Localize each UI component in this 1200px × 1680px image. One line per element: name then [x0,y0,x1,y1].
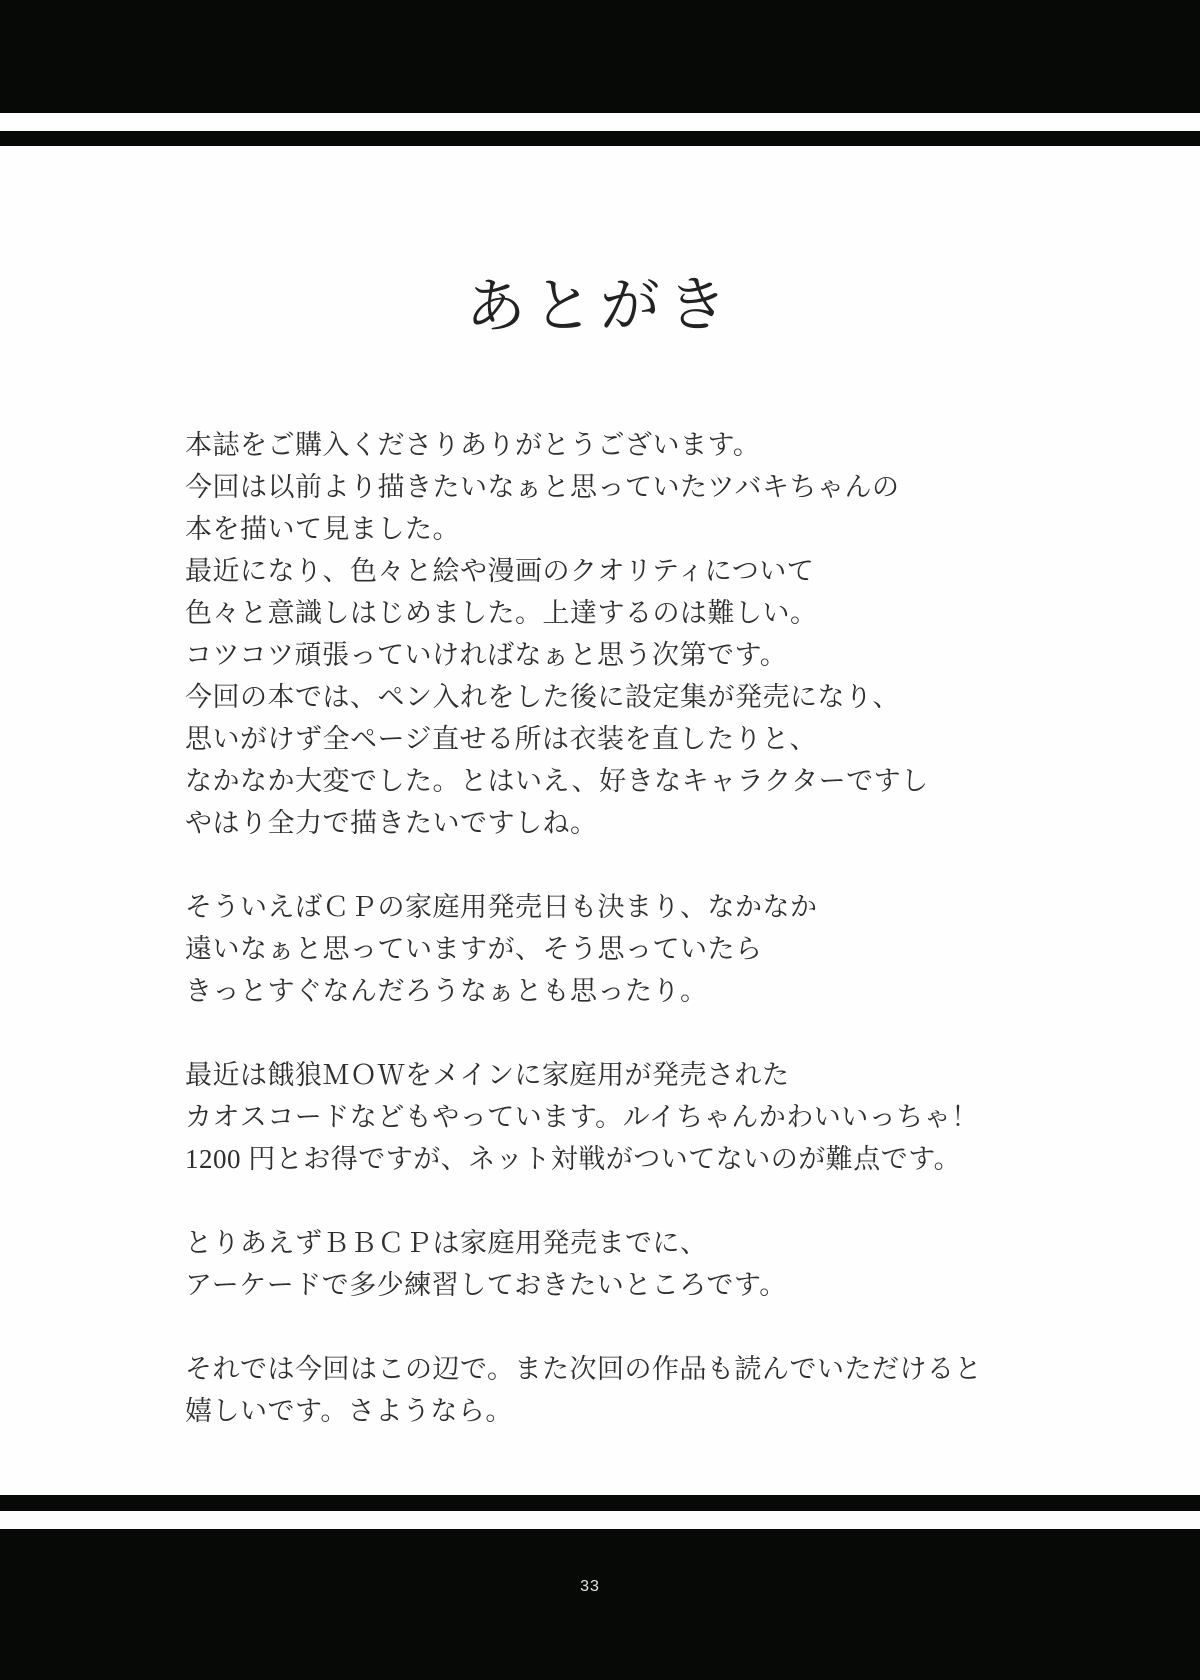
afterword-line: コツコツ頑張っていければなぁと思う次第です。 [185,640,788,670]
afterword-line: そういえばＣＰの家庭用発売日も決まり、なかなか [185,892,818,922]
afterword-line: やはり全力で描きたいですしね。 [185,808,598,838]
afterword-line: 最近は餓狼ＭＯＷをメインに家庭用が発売された [185,1060,790,1090]
page-number: 33 [580,1578,600,1595]
afterword-line: それでは今回はこの辺で。また次回の作品も読んでいただけると [185,1354,982,1384]
afterword-line: 1200 円とお得ですが、ネット対戦がついてないのが難点です。 [185,1144,962,1174]
afterword-line: なかなか大変でした。とはいえ、好きなキャラクターですし [185,766,929,796]
afterword-line: アーケードで多少練習しておきたいところです。 [185,1270,787,1300]
afterword-line: 今回の本では、ペン入れをした後に設定集が発売になり、 [185,682,900,712]
afterword-line: 本を描いて見ました。 [185,514,460,544]
afterword-line: 最近になり、色々と絵や漫画のクオリティについて [185,556,815,586]
afterword-line: 思いがけず全ページ直せる所は衣装を直したりと、 [185,724,817,754]
afterword-paragraph [185,1348,1145,1432]
bottom-black-band [0,1529,1200,1680]
top-divider-bar [0,131,1200,146]
afterword-line: 今回は以前より描きたいなぁと思っていたツバキちゃんの [185,472,900,502]
afterword-line: 本誌をご購入くださりありがとうございます。 [185,430,761,460]
afterword-line: 遠いなぁと思っていますが、そう思っていたら [185,934,763,964]
afterword-line: とりあえずＢＢＣＰは家庭用発売までに、 [185,1228,708,1258]
afterword-line: カオスコードなどもやっています。ルイちゃんかわいいっちゃ！ [185,1102,979,1132]
afterword-body [185,424,1145,1474]
afterword-paragraph [185,1054,1145,1180]
afterword-paragraph [185,424,1145,844]
afterword-line: 嬉しいです。さようなら。 [185,1396,513,1426]
afterword-paragraph [185,1222,1145,1306]
afterword-line: 色々と意識しはじめました。上達するのは難しい。 [185,598,818,628]
afterword-paragraph [185,886,1145,1012]
top-black-band [0,0,1200,113]
page-title: あとがき [465,270,735,342]
afterword-line: きっとすぐなんだろうなぁとも思ったり。 [185,976,708,1006]
bottom-divider-bar [0,1495,1200,1511]
